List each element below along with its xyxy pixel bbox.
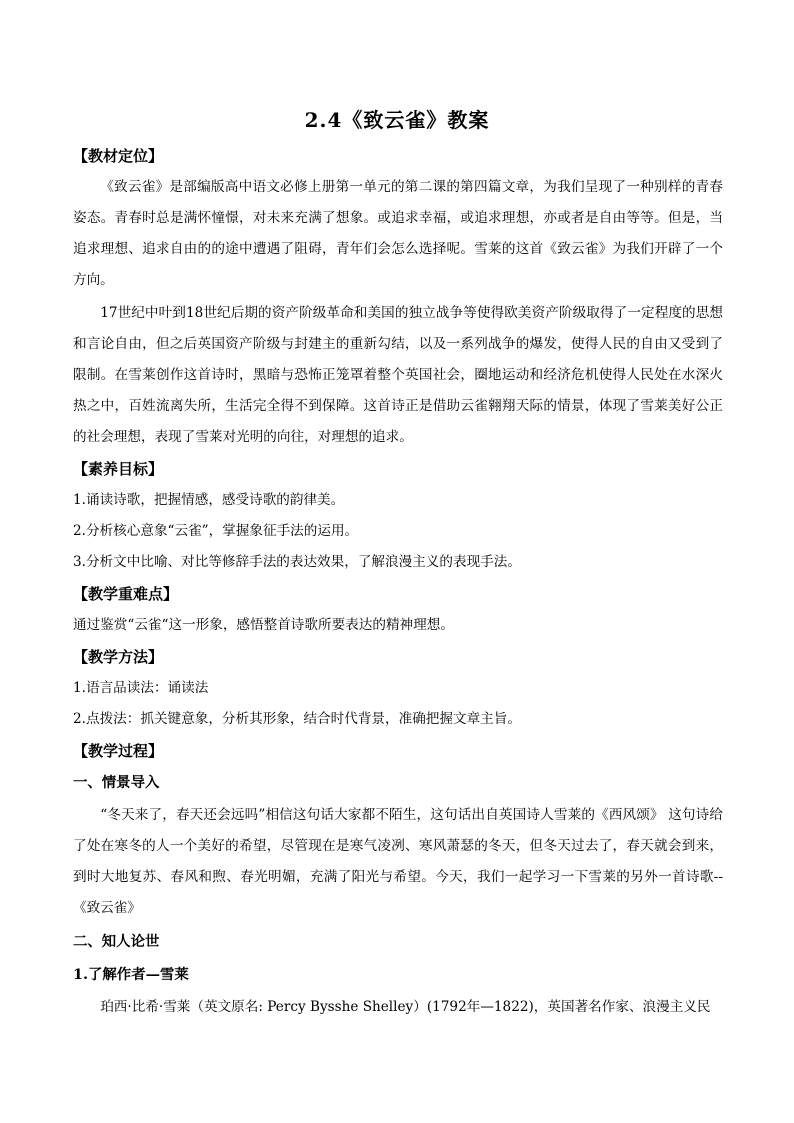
process-part2-heading: 二、知人论世	[73, 933, 160, 950]
process-part1-paragraph: “冬天来了，春天还会远吗”相信这句话大家都不陌生，这句话出自英国诗人雪莱的《西风颂》 这句诗给了处在寒冬的人一个美好的希望，尽管现在是寒气凌冽、寒风萧瑟的冬天，但冬天过去了，春天就会到来，到时大地复苏、春风和煦、春光明媚，充满了阳光与希望。今天，我们一起学习一下雪莱的另外一首诗歌--《致云雀》	[73, 807, 723, 916]
section-heading-methods: 【教学方法】	[73, 648, 164, 666]
section-heading-positioning: 【教材定位】	[73, 147, 164, 165]
positioning-paragraph-1: 《致云雀》是部编版高中语文必修上册第一单元的第二课的第四篇文章，为我们呈现了一种别样的青春姿态。青春时总是满怀憧憬，对未来充满了想象。或追求幸福，或追求理想，亦或者是自由等等。但是，当追求理想、追求自由的的途中遭遇了阻碍，青年们会怎么选择呢。雪莱的这首《致云雀》为我们开辟了一个方向。	[73, 179, 723, 288]
section-heading-goals: 【素养目标】	[73, 460, 164, 478]
positioning-paragraph-2: 17世纪中叶到18世纪后期的资产阶级革命和美国的独立战争等使得欧美资产阶级取得了一定程度的思想和言论自由，但之后英国资产阶级与封建主的重新勾结，以及一系列战争的爆发，使得人民的自由又受到了限制。在雪莱创作这首诗时，黑暗与恐怖正笼罩着整个英国社会，圈地运动和经济危机使得人民处在水深火热之中，百姓流离失所，生活完全得不到保障。这首诗正是借助云雀翱翔天际的情景，体现了雪莱美好公正的社会理想，表现了雪莱对光明的向往，对理想的追求。	[73, 305, 723, 445]
section-heading-process: 【教学过程】	[73, 742, 164, 760]
document-title: 2.4《致云雀》教案	[304, 108, 490, 132]
process-part2-subheading: 1.了解作者—雪莱	[73, 966, 189, 983]
process-part1-heading: 一、情景导入	[73, 774, 160, 791]
process-part2-paragraph: 珀西·比希·雪莱（英文原名: Percy Bysshe Shelley）(1792年—1822)，英国著名作家、浪漫主义民	[100, 999, 711, 1015]
document-body	[73, 142, 723, 1023]
method-item-1: 1.语言品读法：诵读法	[73, 680, 209, 696]
goal-item-1: 1.诵读诗歌，把握情感，感受诗歌的韵律美。	[73, 492, 345, 508]
goal-item-3: 3.分析文中比喻、对比等修辞手法的表达效果，了解浪漫主义的表现手法。	[73, 554, 521, 570]
section-heading-key-points: 【教学重难点】	[73, 585, 179, 603]
key-point-item-1: 通过鉴赏“云雀“这一形象，感悟整首诗歌所要表达的精神理想。	[73, 617, 454, 633]
method-item-2: 2.点拨法：抓关键意象，分析其形象，结合时代背景，准确把握文章主旨。	[73, 711, 521, 727]
goal-item-2: 2.分析核心意象“云雀”，掌握象征手法的运用。	[73, 523, 359, 539]
